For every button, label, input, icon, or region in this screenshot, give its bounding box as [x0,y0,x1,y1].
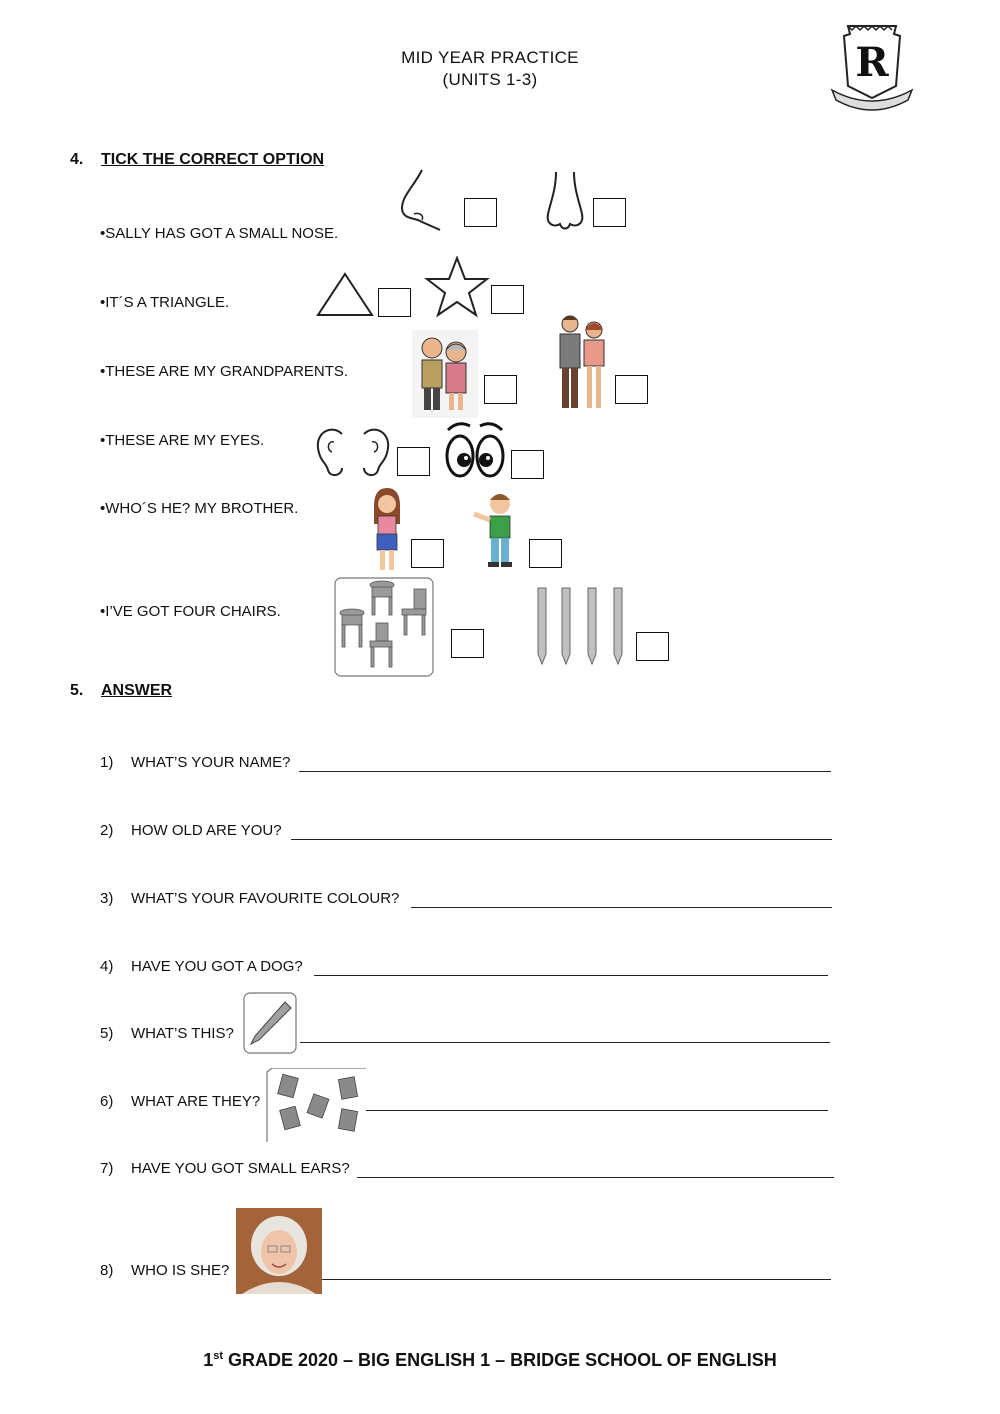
answer-line-7[interactable] [357,1177,834,1178]
grandparents-image [412,330,478,418]
question-4-text: HAVE YOU GOT A DOG? [131,958,303,975]
tick-item-2-text: •IT´S A TRIANGLE. [100,294,230,311]
nose-big-icon [544,170,586,234]
tick-box-1a[interactable] [464,198,497,227]
tick-box-4a[interactable] [397,447,430,476]
section-5-number: 5. [70,682,84,699]
footer-text: GRADE 2020 – BIG ENGLISH 1 – BRIDGE SCHOOL OF ENGLISH [223,1350,777,1370]
tick-box-6b[interactable] [636,632,669,661]
tick-item-4-text: •THESE ARE MY EYES. [100,432,265,449]
answer-line-6[interactable] [366,1110,828,1111]
section-5-title: ANSWER [101,682,173,699]
boy-image [468,488,524,572]
question-7-number: 7) [100,1160,114,1177]
page-title: MID YEAR PRACTICE [401,48,579,67]
pencils-image [532,584,630,668]
answer-line-5[interactable] [300,1042,830,1043]
parents-image [552,312,610,412]
answer-line-8[interactable] [322,1279,831,1280]
footer-grade-number: 1 [203,1350,214,1370]
grandmother-photo [236,1208,322,1294]
triangle-icon [316,272,374,318]
question-1-number: 1) [100,754,114,771]
footer-grade-suffix: st [213,1350,223,1362]
answer-line-3[interactable] [411,907,832,908]
page-subtitle: (UNITS 1-3) [442,70,538,89]
question-2-text: HOW OLD ARE YOU? [131,822,282,839]
question-5-text: WHAT’S THIS? [131,1025,234,1042]
question-6-number: 6) [100,1093,114,1110]
tick-item-1-text: •SALLY HAS GOT A SMALL NOSE. [100,225,339,242]
footer [0,1350,980,1371]
pencil-image [243,992,297,1054]
question-2-number: 2) [100,822,114,839]
section-4-number: 4. [70,151,84,168]
question-5-number: 5) [100,1025,114,1042]
tick-item-5-text: •WHO´S HE? MY BROTHER. [100,500,299,517]
svg-text:R: R [855,39,889,86]
star-icon [424,256,490,318]
tick-box-2b[interactable] [491,285,524,314]
tick-box-4b[interactable] [511,450,544,479]
tick-box-3b[interactable] [615,375,648,404]
answer-line-4[interactable] [314,975,828,976]
tick-box-6a[interactable] [451,629,484,658]
question-8-number: 8) [100,1262,114,1279]
chairs-image [334,577,434,677]
nose-small-icon [396,168,446,234]
school-logo [826,20,918,112]
question-3-number: 3) [100,890,114,907]
eyes-icon [444,418,506,482]
tick-item-6-text: •I’VE GOT FOUR CHAIRS. [100,603,281,620]
question-7-text: HAVE YOU GOT SMALL EARS? [131,1160,350,1177]
girl-image [368,488,406,574]
ears-icon [312,426,394,478]
answer-line-1[interactable] [299,771,831,772]
question-8-text: WHO IS SHE? [131,1262,230,1279]
question-3-text: WHAT’S YOUR FAVOURITE COLOUR? [131,890,400,907]
question-4-number: 4) [100,958,114,975]
tick-box-5a[interactable] [411,539,444,568]
tick-item-3-text: •THESE ARE MY GRANDPARENTS. [100,363,349,380]
tick-box-5b[interactable] [529,539,562,568]
answer-line-2[interactable] [291,839,832,840]
books-image [266,1068,366,1142]
tick-box-1b[interactable] [593,198,626,227]
tick-box-3a[interactable] [484,375,517,404]
section-4-title: TICK THE CORRECT OPTION [101,151,325,168]
tick-box-2a[interactable] [378,288,411,317]
question-1-text: WHAT’S YOUR NAME? [131,754,291,771]
question-6-text: WHAT ARE THEY? [131,1093,261,1110]
